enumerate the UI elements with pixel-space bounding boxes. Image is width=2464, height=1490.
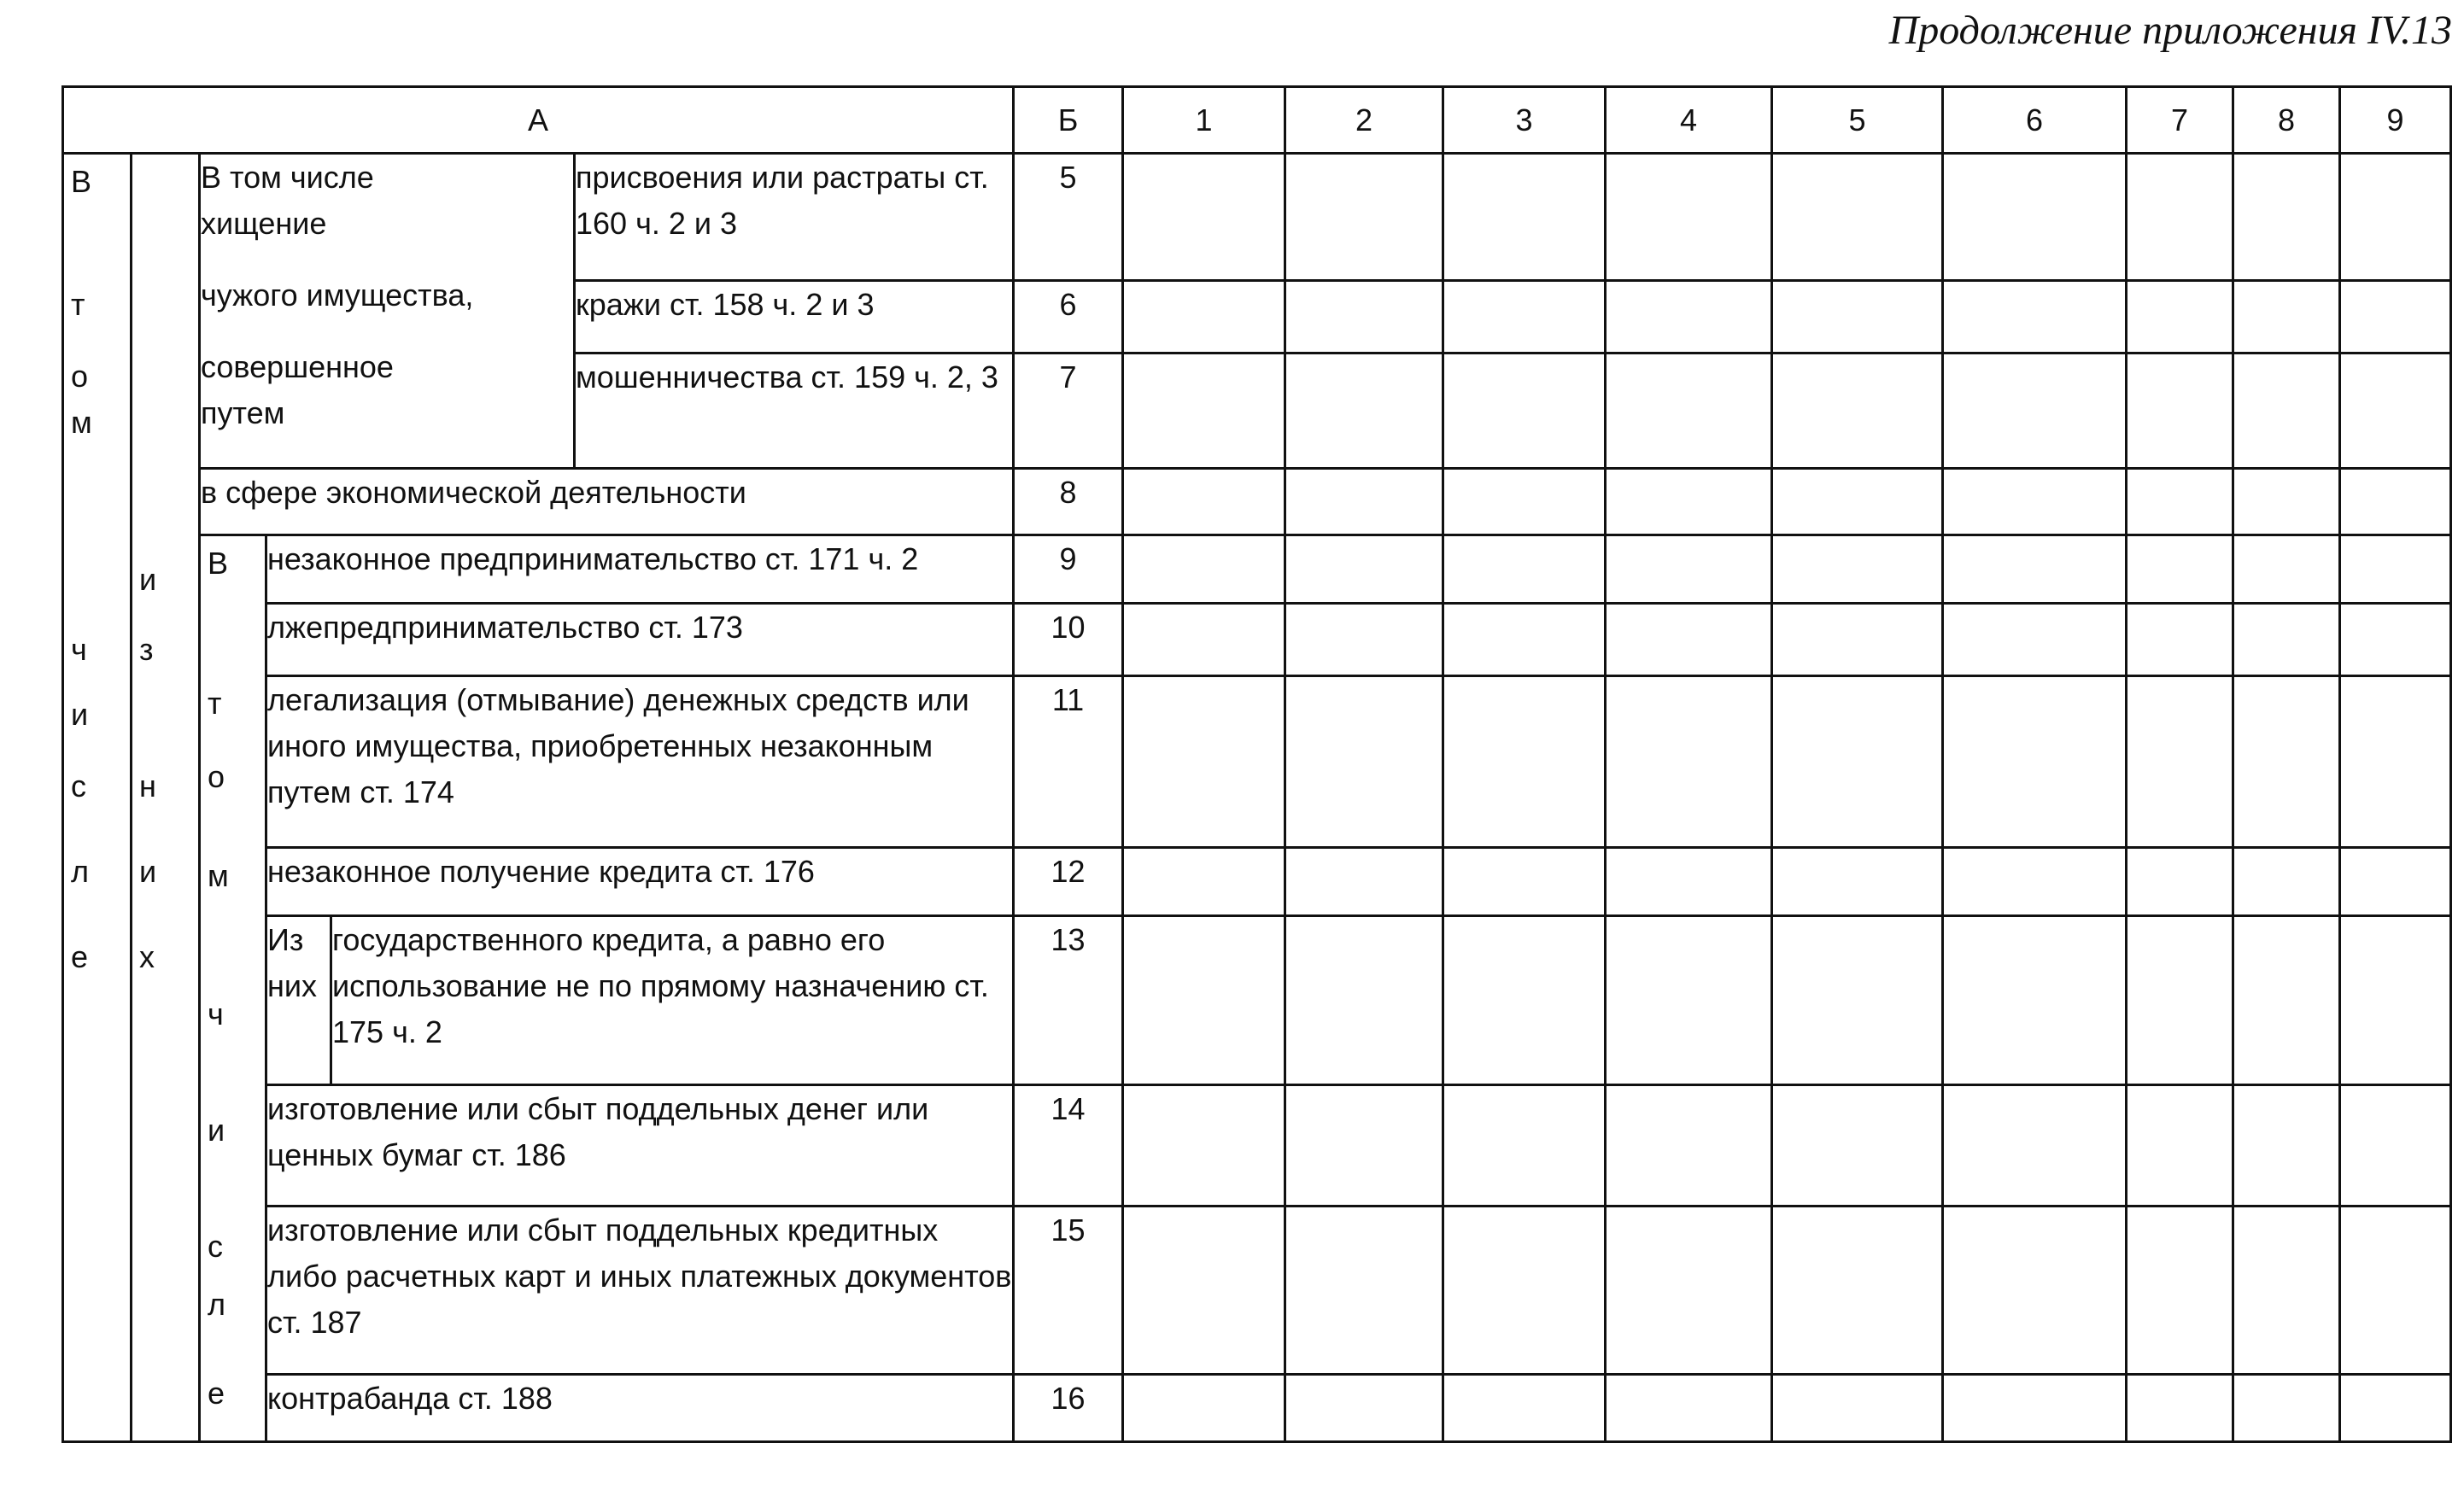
- data-cell[interactable]: [1772, 604, 1943, 675]
- data-cell[interactable]: [1443, 353, 1606, 468]
- header-col-8: 8: [2233, 87, 2340, 154]
- row-label: контрабанда ст. 188: [266, 1375, 1014, 1442]
- header-col-3: 3: [1443, 87, 1606, 154]
- data-cell[interactable]: [2340, 1375, 2451, 1442]
- data-cell[interactable]: [2233, 1375, 2340, 1442]
- data-cell[interactable]: [1443, 1084, 1606, 1207]
- data-cell[interactable]: [1943, 916, 2127, 1084]
- data-cell[interactable]: [1123, 468, 1285, 535]
- vertical-char: и: [71, 697, 89, 733]
- data-cell[interactable]: [1443, 675, 1606, 847]
- theft-group-line: В том числе: [201, 160, 374, 196]
- data-cell[interactable]: [2127, 1375, 2233, 1442]
- data-cell[interactable]: [2340, 154, 2451, 281]
- data-cell[interactable]: [1443, 1375, 1606, 1442]
- header-col-a: А: [63, 87, 1014, 154]
- data-cell[interactable]: [2233, 353, 2340, 468]
- data-cell[interactable]: [1285, 1084, 1443, 1207]
- header-col-5: 5: [1772, 87, 1943, 154]
- data-cell[interactable]: [2340, 916, 2451, 1084]
- of-which-label: [266, 916, 331, 1084]
- data-cell[interactable]: [1772, 848, 1943, 916]
- data-cell[interactable]: [1443, 154, 1606, 281]
- data-cell[interactable]: [1443, 468, 1606, 535]
- vertical-label-outer: [63, 154, 132, 1442]
- vertical-char: м: [71, 405, 92, 441]
- data-cell[interactable]: [1285, 535, 1443, 603]
- table-row: [63, 535, 2451, 603]
- data-cell[interactable]: [2340, 468, 2451, 535]
- data-cell[interactable]: [1123, 675, 1285, 847]
- row-label: изготовление или сбыт поддельных денег или ценных бумаг ст. 186: [266, 1084, 1014, 1207]
- vertical-char: ч: [208, 996, 224, 1031]
- data-cell[interactable]: [1123, 604, 1285, 675]
- vertical-char: и: [208, 1112, 225, 1148]
- vertical-char: о: [208, 758, 225, 794]
- vertical-label-inner: [200, 535, 266, 1441]
- data-cell[interactable]: [1443, 916, 1606, 1084]
- data-cell[interactable]: [1285, 468, 1443, 535]
- data-cell[interactable]: [1943, 675, 2127, 847]
- header-col-2: 2: [1285, 87, 1443, 154]
- data-cell[interactable]: [2127, 604, 2233, 675]
- row-label: кражи ст. 158 ч. 2 и 3: [575, 281, 1014, 353]
- header-col-7: 7: [2127, 87, 2233, 154]
- theft-group-line: совершенное: [201, 349, 394, 385]
- data-cell[interactable]: [1943, 468, 2127, 535]
- theft-group-label: [200, 154, 575, 468]
- data-cell[interactable]: [2127, 535, 2233, 603]
- data-cell[interactable]: [2233, 154, 2340, 281]
- header-col-6: 6: [1943, 87, 2127, 154]
- vertical-label-middle: [132, 154, 200, 1442]
- data-cell[interactable]: [1443, 281, 1606, 353]
- data-cell[interactable]: [1123, 1084, 1285, 1207]
- data-cell[interactable]: [1443, 848, 1606, 916]
- vertical-char: л: [71, 854, 90, 890]
- data-cell[interactable]: [1285, 916, 1443, 1084]
- table-row: [63, 848, 2451, 916]
- data-cell[interactable]: [1606, 848, 1772, 916]
- vertical-char: т: [208, 685, 222, 721]
- data-cell[interactable]: [2340, 535, 2451, 603]
- data-cell[interactable]: [1772, 1375, 1943, 1442]
- data-cell[interactable]: [2127, 916, 2233, 1084]
- data-cell[interactable]: [1285, 281, 1443, 353]
- data-cell[interactable]: [1285, 675, 1443, 847]
- data-cell[interactable]: [2233, 535, 2340, 603]
- table-row: [63, 916, 2451, 1084]
- row-label: присвоения или растраты ст. 160 ч. 2 и 3: [575, 154, 1014, 281]
- data-cell[interactable]: [1943, 154, 2127, 281]
- data-cell[interactable]: [2127, 1084, 2233, 1207]
- data-cell[interactable]: [2233, 916, 2340, 1084]
- data-cell[interactable]: [1123, 916, 1285, 1084]
- row-code: 6: [1014, 281, 1123, 353]
- data-cell[interactable]: [2340, 848, 2451, 916]
- data-cell[interactable]: [1943, 1207, 2127, 1375]
- row-label: незаконное предпринимательство ст. 171 ч. 2: [266, 535, 1014, 603]
- row-label: государственного кредита, а равно его использование не по прямому назначению ст. 175 ч. 2: [331, 916, 1014, 1084]
- data-cell[interactable]: [1606, 154, 1772, 281]
- row-code: 12: [1014, 848, 1123, 916]
- row-code: 8: [1014, 468, 1123, 535]
- data-cell[interactable]: [2340, 604, 2451, 675]
- data-cell[interactable]: [1943, 353, 2127, 468]
- table-row: [63, 468, 2451, 535]
- row-code: 11: [1014, 675, 1123, 847]
- data-cell[interactable]: [1123, 353, 1285, 468]
- table-row: [63, 1375, 2451, 1442]
- data-cell[interactable]: [1123, 1207, 1285, 1375]
- data-cell[interactable]: [1772, 675, 1943, 847]
- row-code: 16: [1014, 1375, 1123, 1442]
- data-cell[interactable]: [1606, 675, 1772, 847]
- vertical-char: н: [139, 768, 156, 804]
- data-cell[interactable]: [1772, 1207, 1943, 1375]
- data-cell[interactable]: [1606, 1084, 1772, 1207]
- data-cell[interactable]: [1772, 468, 1943, 535]
- header-row: [63, 87, 2451, 154]
- data-cell[interactable]: [1285, 848, 1443, 916]
- data-cell[interactable]: [1943, 535, 2127, 603]
- row-label: в сфере экономической деятельности: [200, 468, 1014, 535]
- data-cell[interactable]: [2233, 604, 2340, 675]
- data-cell[interactable]: [2127, 848, 2233, 916]
- header-col-9: 9: [2340, 87, 2451, 154]
- theft-group-line: чужого имущества,: [201, 278, 474, 313]
- vertical-char: х: [139, 939, 155, 975]
- data-cell[interactable]: [1772, 916, 1943, 1084]
- row-label: незаконное получение кредита ст. 176: [266, 848, 1014, 916]
- data-cell[interactable]: [1772, 535, 1943, 603]
- vertical-char: е: [208, 1375, 225, 1411]
- data-cell[interactable]: [1285, 1375, 1443, 1442]
- data-cell[interactable]: [1606, 281, 1772, 353]
- vertical-char: о: [71, 359, 89, 394]
- row-code: 10: [1014, 604, 1123, 675]
- data-cell[interactable]: [2340, 353, 2451, 468]
- data-cell[interactable]: [1123, 535, 1285, 603]
- of-which-line: них: [267, 968, 317, 1004]
- data-cell[interactable]: [1443, 1207, 1606, 1375]
- vertical-char: т: [71, 287, 85, 323]
- data-cell[interactable]: [1772, 281, 1943, 353]
- data-cell[interactable]: [1606, 604, 1772, 675]
- data-cell[interactable]: [1123, 281, 1285, 353]
- data-cell[interactable]: [2233, 848, 2340, 916]
- data-cell[interactable]: [2233, 281, 2340, 353]
- data-cell[interactable]: [1123, 848, 1285, 916]
- vertical-char: з: [139, 632, 154, 668]
- data-cell[interactable]: [2340, 1207, 2451, 1375]
- data-cell[interactable]: [2127, 154, 2233, 281]
- data-cell[interactable]: [2340, 675, 2451, 847]
- data-cell[interactable]: [1285, 353, 1443, 468]
- data-cell[interactable]: [1943, 281, 2127, 353]
- theft-group-line: путем: [201, 395, 285, 431]
- data-cell[interactable]: [1772, 1084, 1943, 1207]
- row-code: 13: [1014, 916, 1123, 1084]
- data-cell[interactable]: [1606, 468, 1772, 535]
- data-cell[interactable]: [2233, 675, 2340, 847]
- data-cell[interactable]: [2340, 281, 2451, 353]
- data-cell[interactable]: [2127, 1207, 2233, 1375]
- data-cell[interactable]: [1943, 604, 2127, 675]
- row-label: лжепредпринимательство ст. 173: [266, 604, 1014, 675]
- data-cell[interactable]: [2233, 1207, 2340, 1375]
- data-cell[interactable]: [1606, 1375, 1772, 1442]
- vertical-char: с: [71, 768, 86, 804]
- vertical-char: с: [208, 1228, 223, 1264]
- data-cell[interactable]: [1772, 154, 1943, 281]
- table-row: [63, 604, 2451, 675]
- data-cell[interactable]: [1285, 604, 1443, 675]
- table-row: [63, 154, 2451, 281]
- data-cell[interactable]: [1606, 535, 1772, 603]
- page-heading: Продолжение приложения IV.13: [1888, 8, 2452, 53]
- data-cell[interactable]: [1943, 848, 2127, 916]
- data-cell[interactable]: [1772, 353, 1943, 468]
- data-cell[interactable]: [2127, 353, 2233, 468]
- vertical-char: е: [71, 939, 89, 975]
- data-cell[interactable]: [2127, 468, 2233, 535]
- data-cell[interactable]: [1123, 1375, 1285, 1442]
- row-label: изготовление или сбыт поддельных кредитных либо расчетных карт и иных платежных документов ст. 187: [266, 1207, 1014, 1375]
- data-cell[interactable]: [1606, 916, 1772, 1084]
- row-code: 7: [1014, 353, 1123, 468]
- table-row: [63, 675, 2451, 847]
- data-cell[interactable]: [1943, 1084, 2127, 1207]
- data-cell[interactable]: [1443, 535, 1606, 603]
- table-row: [63, 1207, 2451, 1375]
- row-code: 14: [1014, 1084, 1123, 1207]
- row-label: мошенничества ст. 159 ч. 2, 3: [575, 353, 1014, 468]
- header-col-b: Б: [1014, 87, 1123, 154]
- statistical-form-table: [61, 85, 2452, 1443]
- row-code: 5: [1014, 154, 1123, 281]
- data-cell[interactable]: [2127, 281, 2233, 353]
- data-cell[interactable]: [2340, 1084, 2451, 1207]
- theft-group-line: хищение: [201, 206, 327, 242]
- row-code: 15: [1014, 1207, 1123, 1375]
- vertical-char: м: [208, 857, 229, 893]
- vertical-char: ч: [71, 632, 87, 668]
- vertical-char: и: [139, 562, 157, 598]
- row-code: 9: [1014, 535, 1123, 603]
- header-col-4: 4: [1606, 87, 1772, 154]
- data-cell[interactable]: [1285, 154, 1443, 281]
- vertical-char: В: [71, 164, 92, 200]
- header-col-1: 1: [1123, 87, 1285, 154]
- data-cell[interactable]: [1443, 604, 1606, 675]
- vertical-char: л: [208, 1286, 226, 1322]
- data-cell[interactable]: [1606, 1207, 1772, 1375]
- data-cell[interactable]: [1943, 1375, 2127, 1442]
- vertical-char: и: [139, 854, 157, 890]
- data-cell[interactable]: [1606, 353, 1772, 468]
- data-cell[interactable]: [2233, 468, 2340, 535]
- of-which-line: Из: [267, 922, 304, 958]
- data-cell[interactable]: [2127, 675, 2233, 847]
- data-cell[interactable]: [1285, 1207, 1443, 1375]
- row-label: легализация (отмывание) денежных средств или иного имущества, приобретенных незаконным путем ст. 174: [266, 675, 1014, 847]
- data-cell[interactable]: [1123, 154, 1285, 281]
- table-row: [63, 1084, 2451, 1207]
- data-cell[interactable]: [2233, 1084, 2340, 1207]
- vertical-char: В: [208, 545, 229, 581]
